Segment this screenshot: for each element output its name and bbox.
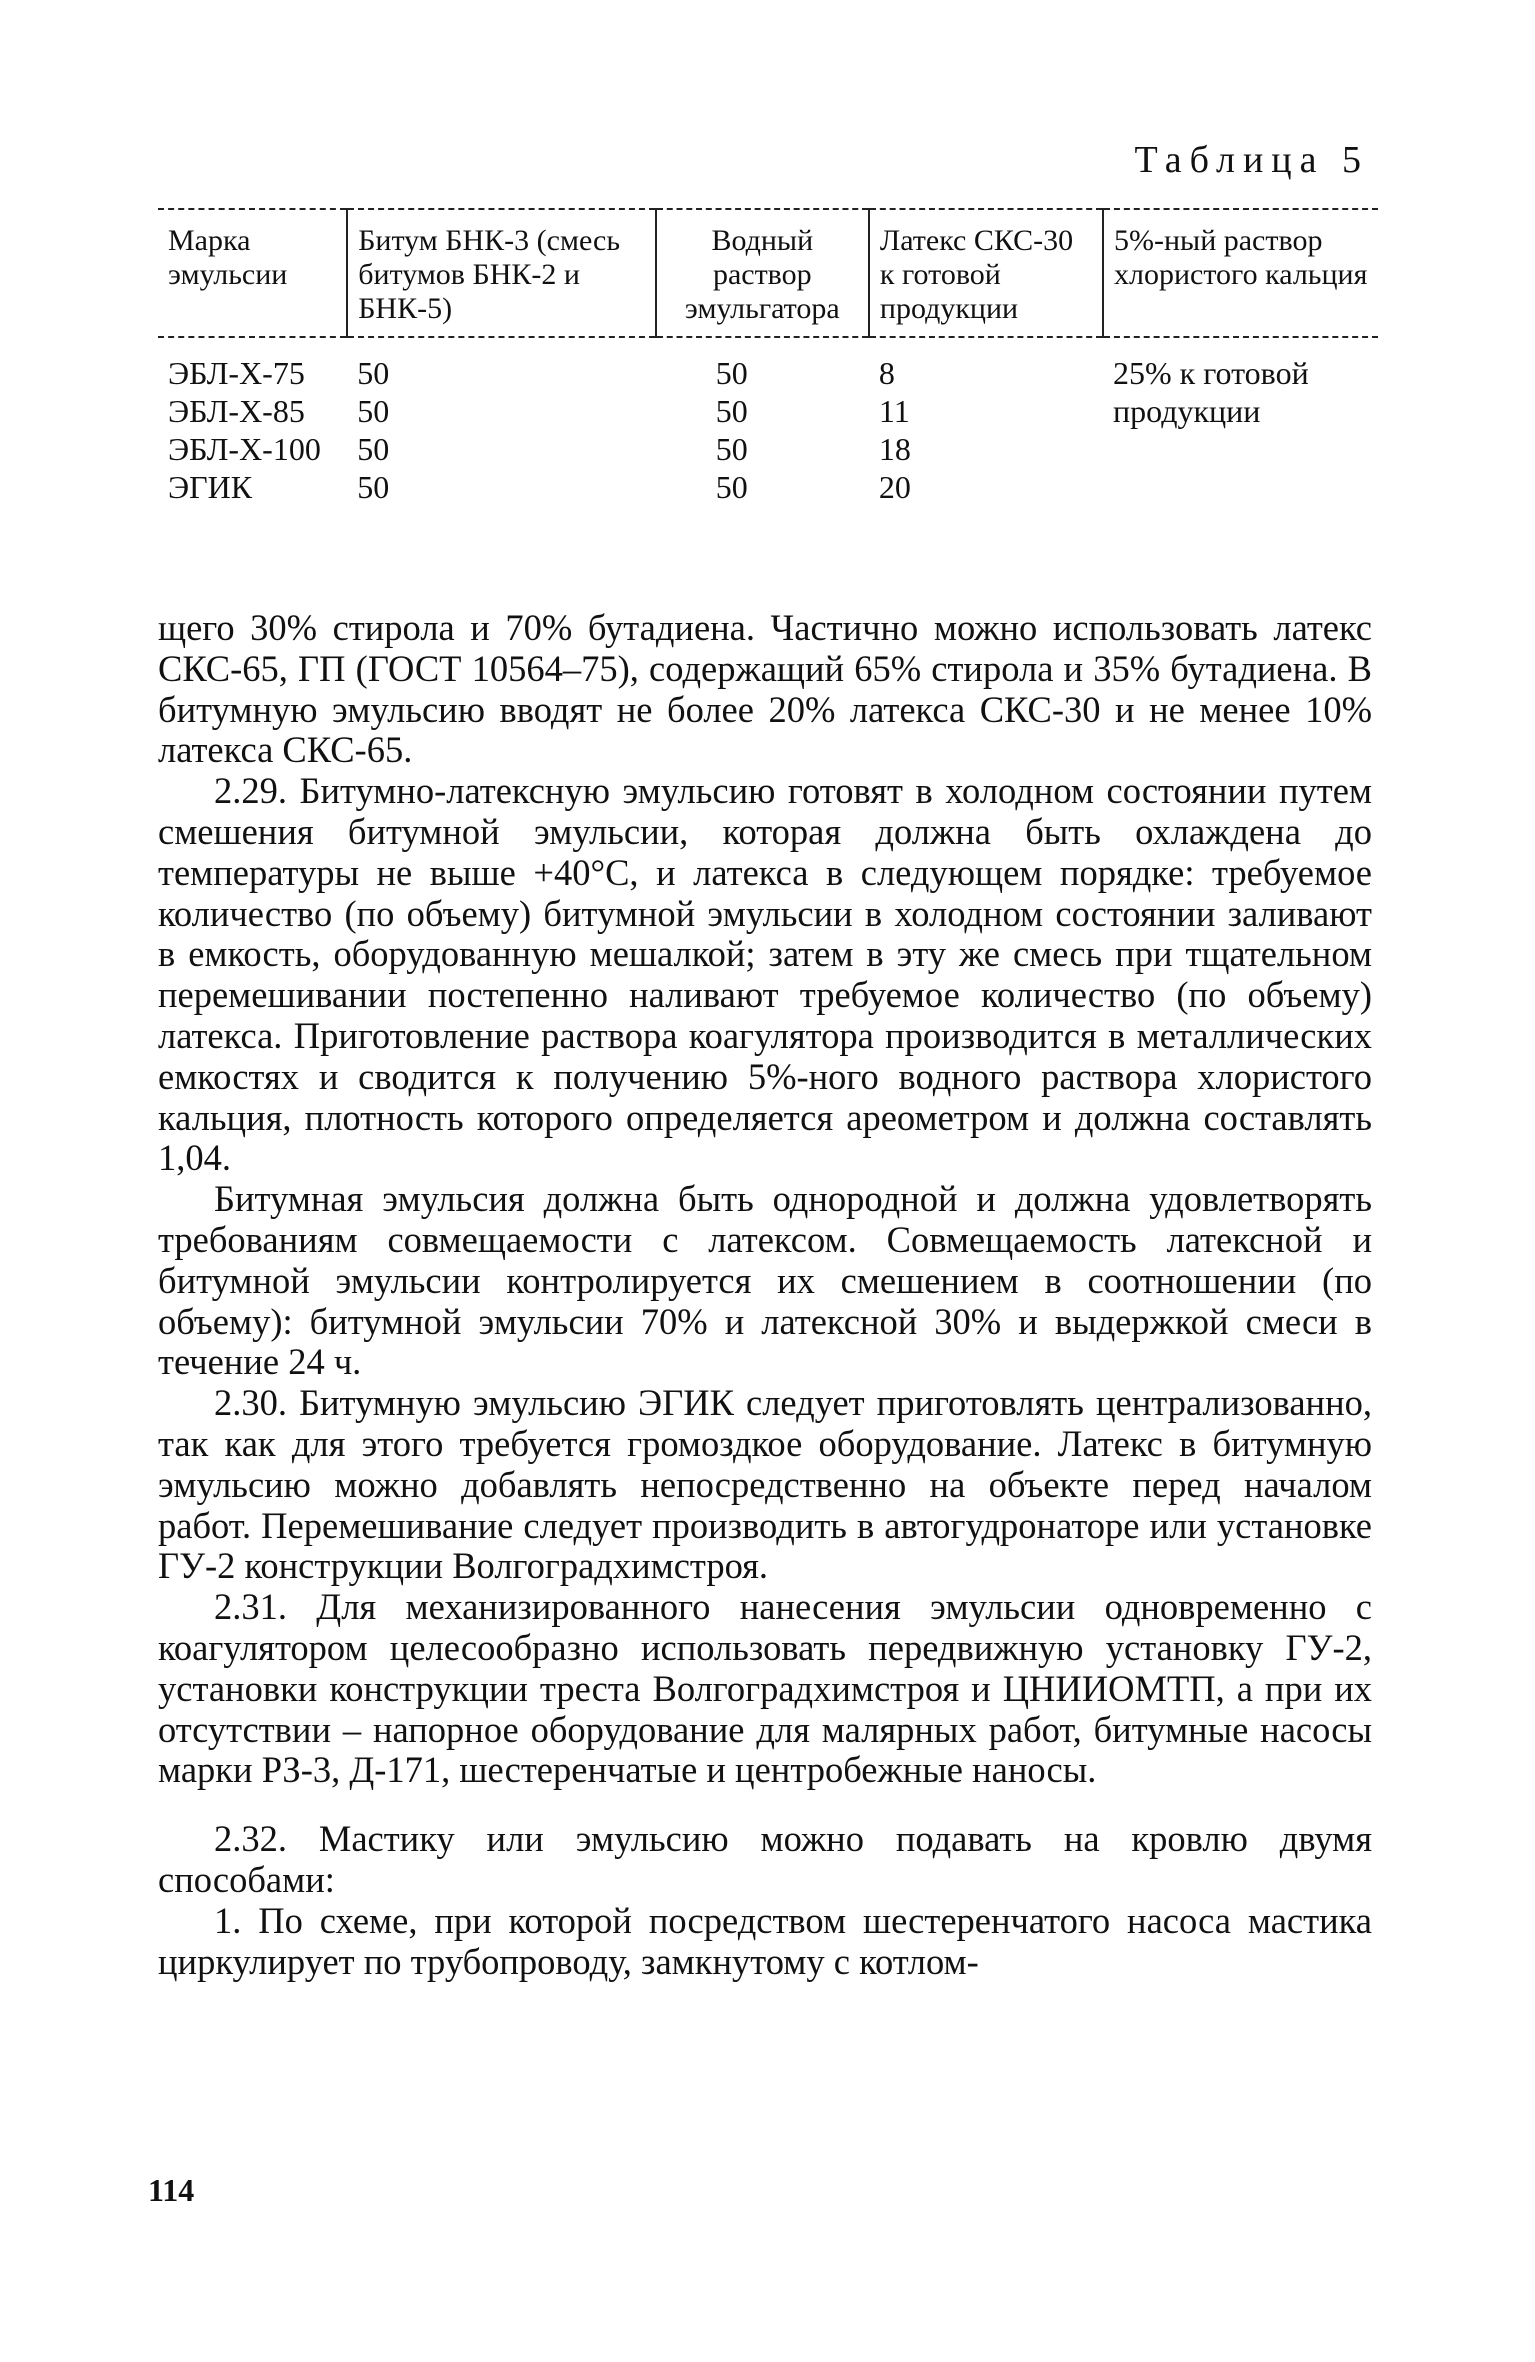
cell-mark: ЭБЛ-Х-100 bbox=[168, 431, 321, 467]
data-table bbox=[158, 208, 1378, 506]
cell-bitum: 50 bbox=[357, 355, 390, 391]
cell-mark: ЭГИК bbox=[168, 469, 253, 505]
table-header-row bbox=[158, 209, 1378, 337]
paragraph-compatibility: Битумная эмульсия должна быть однородной и должна удовлетворять требованиям совмещаемости с латексом. Совмещаемость латексной и битумной эмульсии контролируется их смешением в соотношении (по объему): битумной эмульсии 70% и латексной 30% и выдержкой смеси в течение 24 ч. bbox=[158, 1178, 1372, 1383]
cell-latex: 18 bbox=[878, 431, 911, 467]
paragraph-item-1: 1. По схеме, при которой посредством шестеренчатого насоса мастика циркулирует по трубопроводу, замкнутому с котлом- bbox=[158, 1899, 1372, 1982]
cell-latex: 8 bbox=[878, 355, 895, 391]
cell-water: 50 bbox=[715, 469, 748, 505]
table-row bbox=[158, 337, 1378, 392]
header-water-solution: Водный раствор эмульгатора bbox=[656, 209, 869, 337]
paragraph-2-31: 2.31. Для механизированного нанесения эмульсии одновременно с коагулятором целесообразно использовать передвижную установку ГУ-2, установки конструкции треста Волгоградхимстроя и ЦНИИОМТП, а при их отсутствии – напорное оборудование для малярных работ, битумные насосы марки РЗ-3, Д-171, шестеренчатые и центробежные наносы. bbox=[158, 1586, 1372, 1791]
cell-bitum: 50 bbox=[357, 393, 390, 429]
cell-cacl-note: 25% к готовой продукции bbox=[1113, 355, 1309, 429]
cell-mark: ЭБЛ-Х-85 bbox=[168, 393, 305, 429]
header-mark: Марка эмульсии bbox=[158, 209, 347, 337]
paragraph-continuation: щего 30% стирола и 70% бутадиена. Частично можно использовать латекс СКС-65, ГП (ГОСТ 10564–75), содержащий 65% стирола и 35% бутадиена. В битумную эмульсию вводят не более 20% латекса СКС-30 и не менее 10% латекса СКС-65. bbox=[158, 607, 1372, 771]
cell-water: 50 bbox=[715, 393, 748, 429]
cell-mark: ЭБЛ-Х-75 bbox=[168, 355, 305, 391]
header-latex: Латекс СКС-30 к готовой продукции bbox=[869, 209, 1103, 337]
body-text bbox=[158, 608, 1372, 1982]
cell-bitum: 50 bbox=[357, 469, 390, 505]
cell-bitum: 50 bbox=[357, 431, 390, 467]
page-number: 114 bbox=[148, 2172, 195, 2208]
cell-water: 50 bbox=[715, 355, 748, 391]
emulsion-table bbox=[158, 208, 1378, 506]
paragraph-2-29: 2.29. Битумно-латексную эмульсию готовят в холодном состоянии путем смешения битумной эмульсии, которая должна быть охлаждена до температуры не выше +40°С, и латекса в следующем порядке: требуемое количество (по объему) битумной эмульсии в холодном состоянии заливают в емкость, оборудованную мешалкой; затем в эту же смесь при тщательном перемешивании постепенно наливают требуемое количество (по объему) латекса. Приготовление раствора коагулятора производится в металлических емкостях и сводится к получению 5%-ного водного раствора хлористого кальция, плотность которого определяется ареометром и должна составлять 1,04. bbox=[158, 770, 1372, 1179]
paragraph-2-30: 2.30. Битумную эмульсию ЭГИК следует приготовлять централизованно, так как для этого требуется громоздкое оборудование. Латекс в битумную эмульсию можно добавлять непосредственно на объекте перед началом работ. Перемешивание следует производить в автогудронаторе или установке ГУ-2 конструкции Волгоградхимстроя. bbox=[158, 1382, 1372, 1587]
header-calcium-chloride: 5%-ный раствор хлористого кальция bbox=[1103, 209, 1378, 337]
cell-water: 50 bbox=[715, 431, 748, 467]
table-caption: Таблица 5 bbox=[1134, 139, 1369, 181]
header-bitum: Битум БНК-3 (смесь битумов БНК-2 и БНК-5) bbox=[347, 209, 656, 337]
paragraph-2-32: 2.32. Мастику или эмульсию можно подавать на кровлю двумя способами: bbox=[158, 1818, 1372, 1900]
cell-latex: 11 bbox=[878, 393, 910, 429]
cell-latex: 20 bbox=[878, 469, 911, 505]
